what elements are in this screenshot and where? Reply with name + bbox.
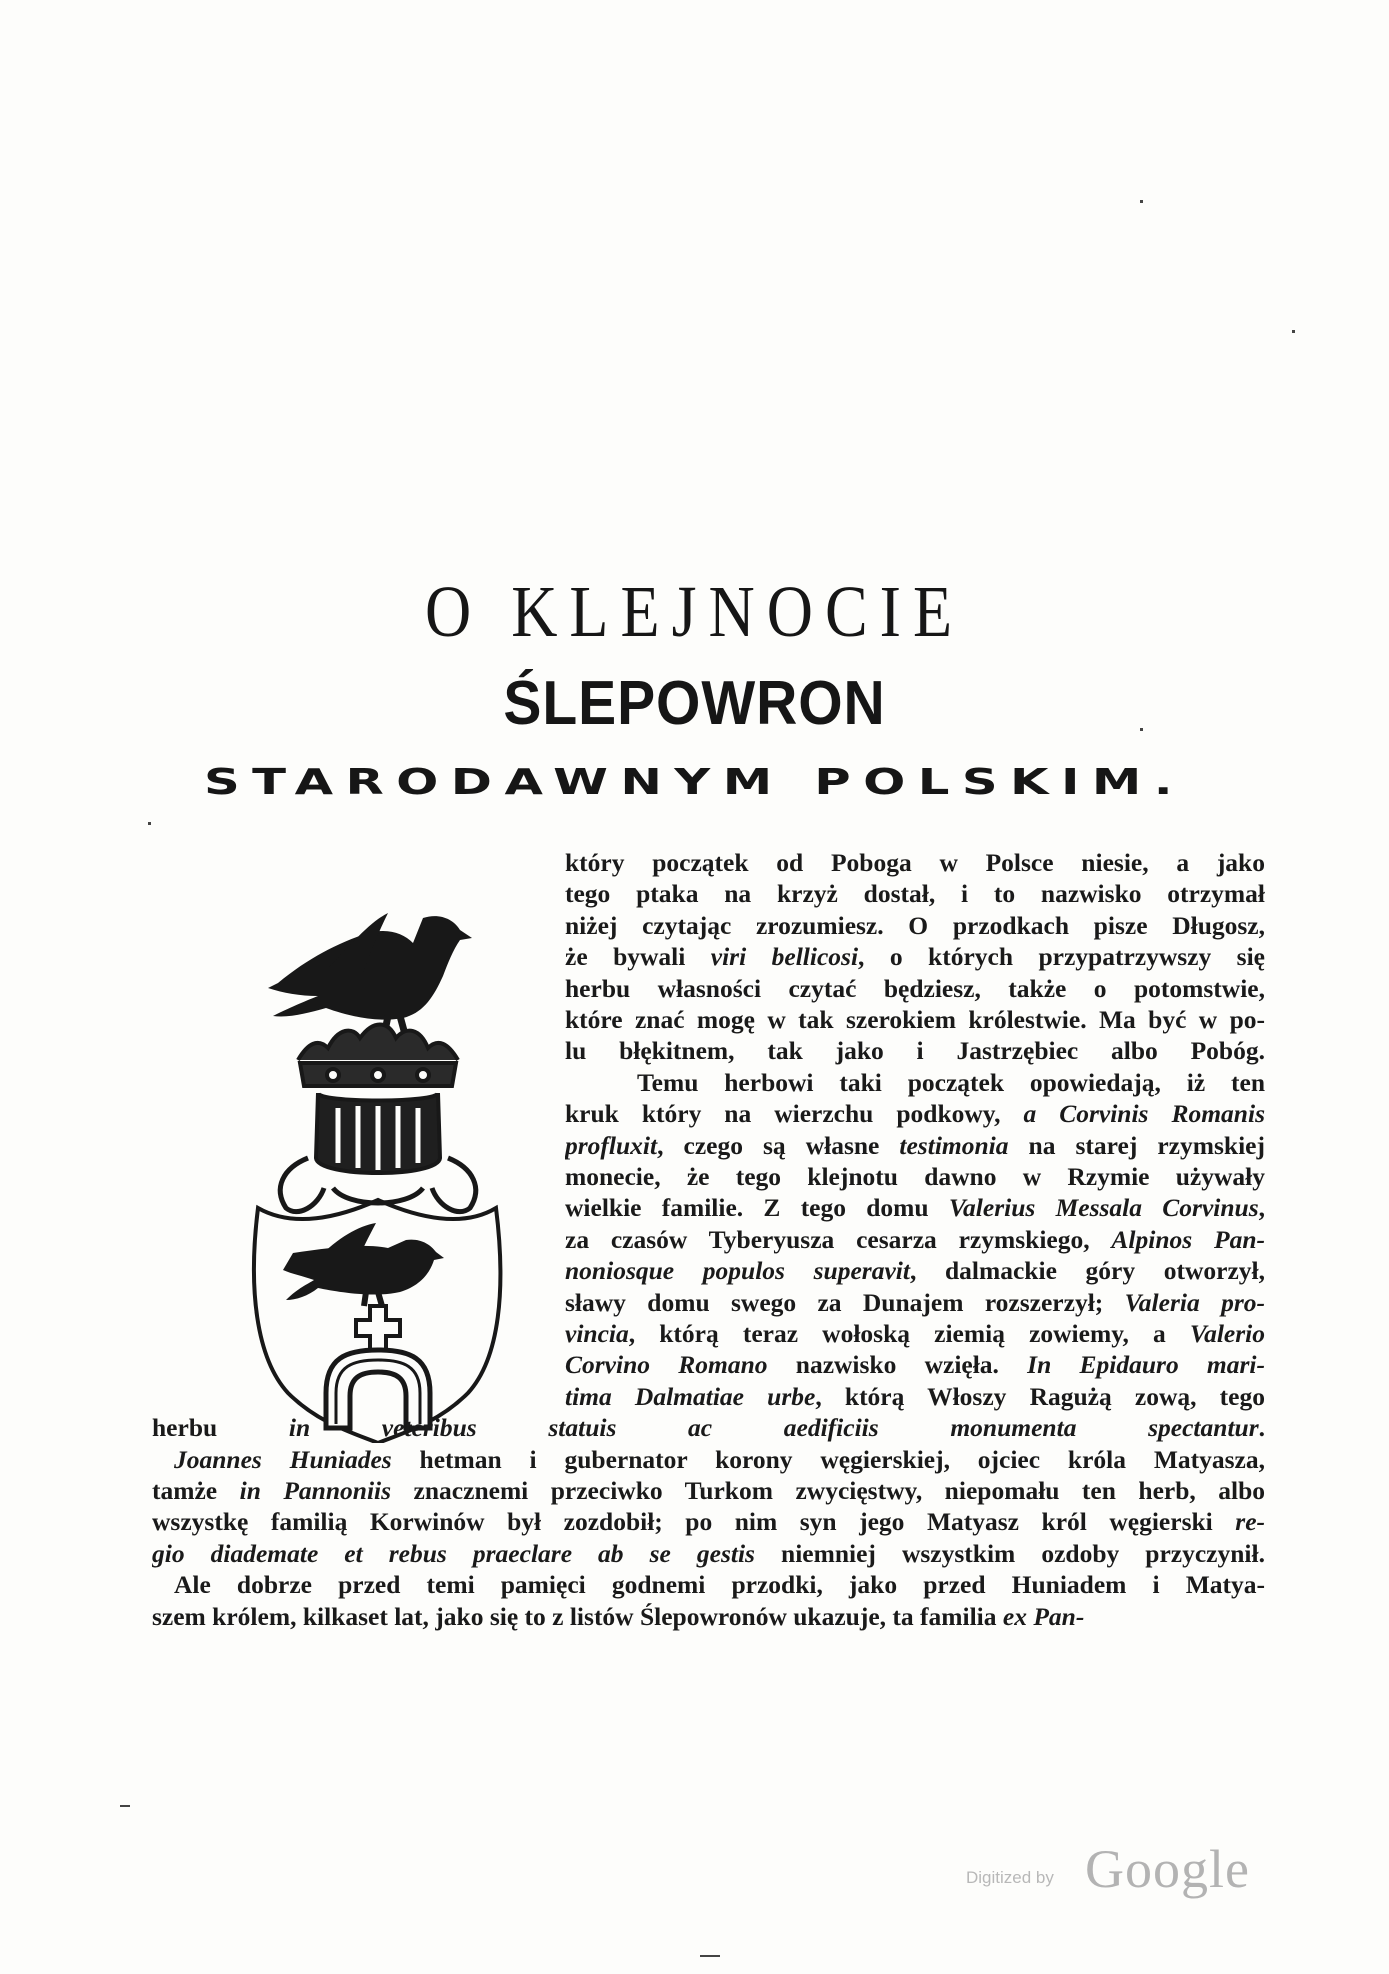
text-line: tamże in Pannoniis znacznemi przeciwko Turkom zwycięstwy, niepomału ten herb, albo [152, 1476, 1265, 1505]
text-line: lu błękitnem, tak jako i Jastrzębiec albo Pobóg. [565, 1036, 1265, 1066]
scan-speck [1140, 728, 1143, 731]
shield-raven-icon [283, 1223, 444, 1306]
crest-raven-icon [268, 913, 472, 1038]
shield-outline [254, 1200, 500, 1443]
digitized-by-label: Digitized by [966, 1868, 1054, 1887]
text-line: niżej czytając zrozumiesz. O przodkach pisze Długosz, [565, 910, 1265, 940]
text-line: Temu herbowi taki początek opowiedają, iż ten [637, 1067, 1265, 1097]
text-line: gio diademate et rebus praeclare ab se gestis niemniej wszystkim ozdoby przyczynił. [152, 1538, 1265, 1568]
helmet-icon [316, 1093, 440, 1173]
text-line: który początek od Poboga w Polsce niesie, a jako [565, 848, 1265, 877]
google-logo: Google [1085, 1839, 1250, 1899]
text-line: herbu własności czytać będziesz, także o potomstwie, [565, 973, 1265, 1003]
text-line: wielkie familie. Z tego domu Valerius Messala Corvinus, [565, 1193, 1265, 1223]
text-line: że bywali viri bellicosi, o których przypatrzywszy się [565, 942, 1265, 972]
text-line: herbu in veteribus statuis ac aedificiis monumenta spectantur. [152, 1413, 1265, 1443]
text-line: tima Dalmatiae urbe, którą Włoszy Ragużą zową, tego [565, 1381, 1265, 1411]
text-line: które znać mogę w tak szerokiem królestwie. Ma być w po- [565, 1005, 1265, 1034]
text-line: sławy domu swego za Dunajem rozszerzył; Valeria pro- [565, 1287, 1265, 1317]
text-line: Corvino Romano nazwisko wzięła. In Epidauro mari- [565, 1350, 1265, 1380]
scan-speck [148, 822, 151, 825]
text-line: tego ptaka na krzyż dostał, i to nazwisko otrzymał [565, 879, 1265, 909]
text-line: kruk który na wierzchu podkowy, a Corvinis Romanis [565, 1099, 1265, 1129]
cross-icon [356, 1306, 400, 1350]
scan-speck [120, 1805, 130, 1807]
scan-speck [1140, 200, 1143, 203]
text-line: vincia, którą teraz wołoską ziemią zowiemy, a Valerio [565, 1319, 1265, 1348]
text-line: wszystkę familią Korwinów był zozdobił; po nim syn jego Matyasz król węgierski re- [152, 1507, 1265, 1537]
text-line: monecie, że tego klejnotu dawno w Rzymie używały [565, 1162, 1265, 1191]
text-line: profluxit, czego są własne testimonia na starej rzymskiej [565, 1130, 1265, 1160]
title-line-3: STARODAWNYM POLSKIM. [203, 762, 1186, 803]
coat-of-arms-illustration [238, 888, 508, 1443]
title-line-2: ŚLEPOWRON [503, 669, 886, 738]
text-line: za czasów Tyberyusza cesarza rzymskiego, Alpinos Pan- [565, 1224, 1265, 1254]
crown-icon [298, 1025, 458, 1087]
text-line: Ale dobrze przed temi pamięci godnemi przodki, jako przed Huniadem i Matya- [174, 1570, 1265, 1600]
title-line-1: O KLEJNOCIE [424, 570, 965, 653]
text-line: szem królem, kilkaset lat, jako się to z listów Ślepowronów ukazuje, ta familia ex Pan- [152, 1601, 1085, 1631]
scan-speck [700, 1955, 720, 1957]
scan-speck [1292, 330, 1295, 333]
text-line: noniosque populos superavit, dalmackie góry otworzył, [565, 1256, 1265, 1286]
text-line: Joannes Huniades hetman i gubernator korony węgierskiej, ojciec króla Matyasza, [174, 1444, 1265, 1474]
